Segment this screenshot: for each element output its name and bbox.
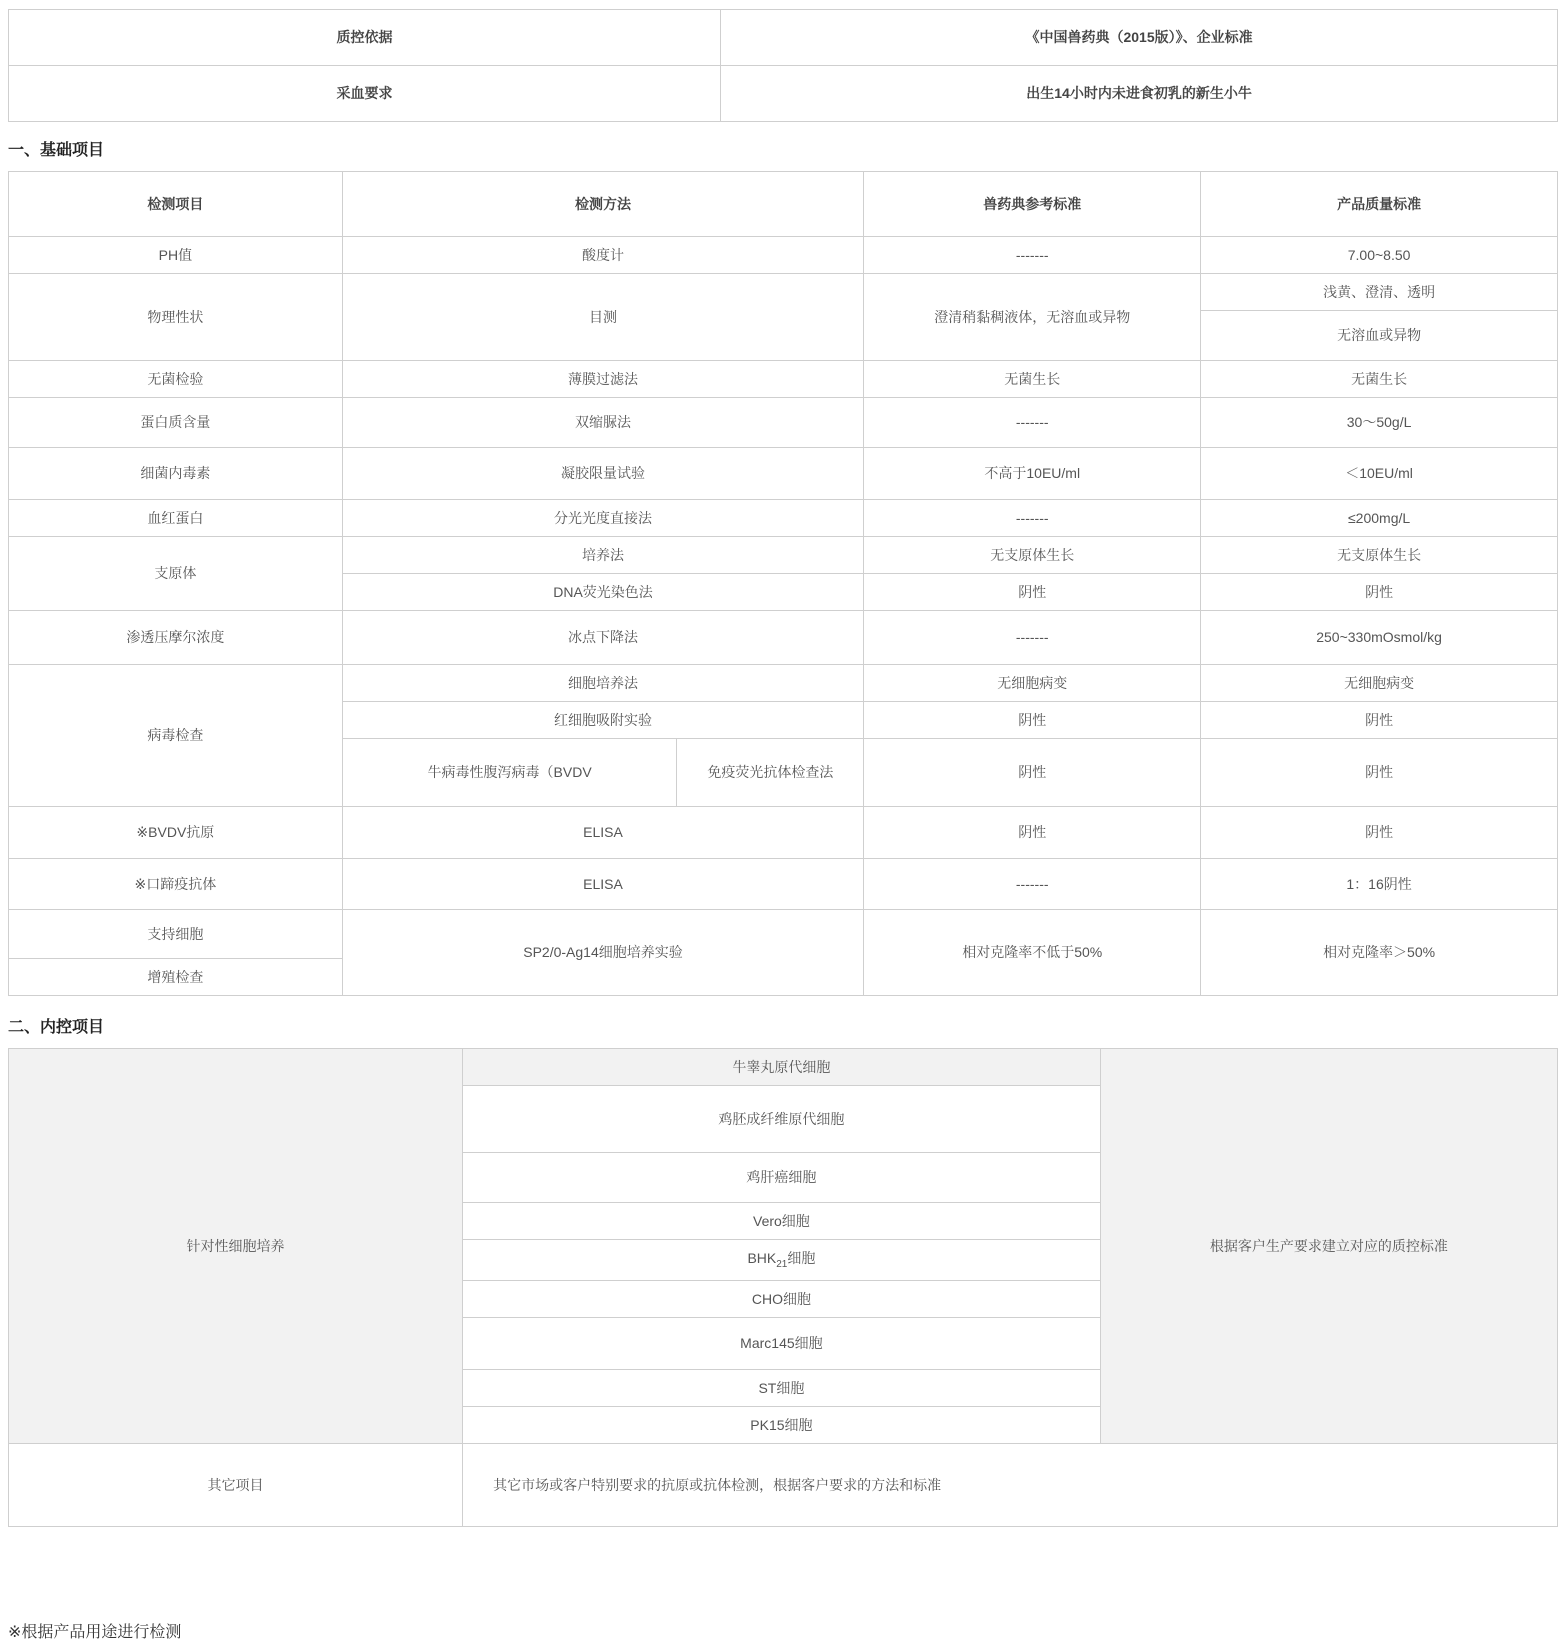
item-cell: 支原体 — [9, 537, 343, 611]
item-cell: 其它项目 — [9, 1444, 463, 1527]
std-cell: ≤200mg/L — [1201, 500, 1558, 537]
method-cell: 牛病毒性腹泻病毒（BVDV — [342, 739, 677, 807]
cell-type: PK15细胞 — [463, 1407, 1101, 1444]
item-cell: 渗透压摩尔浓度 — [9, 611, 343, 665]
method-cell: 薄膜过滤法 — [342, 361, 864, 398]
table-row — [9, 500, 1558, 537]
item-cell: 支持细胞 — [9, 910, 343, 959]
table-row — [9, 611, 1558, 665]
table-row — [9, 398, 1558, 448]
ref-cell: 澄清稍黏稠液体，无溶血或异物 — [864, 274, 1201, 361]
std-cell: 30～50g/L — [1201, 398, 1558, 448]
table-row — [9, 537, 1558, 574]
cell-type-suffix: 细胞 — [787, 1249, 816, 1266]
info-value: 出生14小时内未进食初乳的新生小牛 — [721, 66, 1558, 122]
std-cell: 无菌生长 — [1201, 361, 1558, 398]
method-cell: 酸度计 — [342, 237, 864, 274]
ref-cell: 阴性 — [864, 739, 1201, 807]
other-text: 其它市场或客户特别要求的抗原或抗体检测，根据客户要求的方法和标准 — [463, 1444, 1558, 1527]
ref-cell: ------- — [864, 398, 1201, 448]
table-header-row — [9, 172, 1558, 237]
cell-type: 鸡胚成纤维原代细胞 — [463, 1086, 1101, 1153]
ref-cell: ------- — [864, 500, 1201, 537]
std-cell: 阴性 — [1201, 702, 1558, 739]
method-cell: 双缩脲法 — [342, 398, 864, 448]
std-cell: 7.00~8.50 — [1201, 237, 1558, 274]
method-cell: 目测 — [342, 274, 864, 361]
ref-cell: 无细胞病变 — [864, 665, 1201, 702]
std-cell: 相对克隆率＞50% — [1201, 910, 1558, 996]
method-cell: 细胞培养法 — [342, 665, 864, 702]
table-row — [9, 859, 1558, 910]
ref-cell: 阴性 — [864, 807, 1201, 859]
column-header: 兽药典参考标准 — [864, 172, 1201, 237]
table-row — [9, 807, 1558, 859]
std-cell: 浅黄、澄清、透明 — [1201, 274, 1558, 311]
std-cell: 阴性 — [1201, 574, 1558, 611]
method-cell: 免疫荧光抗体检查法 — [677, 739, 864, 807]
method-cell: 红细胞吸附实验 — [342, 702, 864, 739]
table-row — [9, 1049, 1558, 1086]
cell-type: Vero细胞 — [463, 1203, 1101, 1240]
std-cell: 无溶血或异物 — [1201, 311, 1558, 361]
cell-type-label: BHK — [747, 1249, 777, 1266]
item-cell: 蛋白质含量 — [9, 398, 343, 448]
item-cell: PH值 — [9, 237, 343, 274]
info-label: 质控依据 — [9, 10, 721, 66]
std-cell: 无细胞病变 — [1201, 665, 1558, 702]
method-cell: ELISA — [342, 807, 864, 859]
cell-type: 鸡肝癌细胞 — [463, 1153, 1101, 1203]
info-row — [9, 66, 1558, 122]
column-header: 产品质量标准 — [1201, 172, 1558, 237]
cell-type: ST细胞 — [463, 1370, 1101, 1407]
table-row — [9, 1444, 1558, 1527]
table-row — [9, 274, 1558, 311]
method-cell: ELISA — [342, 859, 864, 910]
basic-items-table — [8, 171, 1558, 996]
column-header: 检测方法 — [342, 172, 864, 237]
item-cell: ※BVDV抗原 — [9, 807, 343, 859]
table-row — [9, 910, 1558, 959]
ref-cell: 相对克隆率不低于50% — [864, 910, 1201, 996]
cell-type: 牛睾丸原代细胞 — [463, 1049, 1101, 1086]
table-row — [9, 448, 1558, 500]
item-cell: 细菌内毒素 — [9, 448, 343, 500]
ref-cell: ------- — [864, 611, 1201, 665]
method-cell: 分光光度直接法 — [342, 500, 864, 537]
method-cell: 凝胶限量试验 — [342, 448, 864, 500]
column-header: 检测项目 — [9, 172, 343, 237]
ref-cell: ------- — [864, 237, 1201, 274]
item-cell: 物理性状 — [9, 274, 343, 361]
item-cell: 针对性细胞培养 — [9, 1049, 463, 1444]
table-row — [9, 665, 1558, 702]
section-title-basic: 一、基础项目 — [8, 142, 105, 159]
info-value: 《中国兽药典（2015版）》、企业标准 — [721, 10, 1558, 66]
info-table — [8, 9, 1558, 122]
table-row — [9, 361, 1558, 398]
cell-type-bhk — [463, 1240, 1101, 1281]
std-cell: ＜10EU/ml — [1201, 448, 1558, 500]
footnote: ※根据产品用途进行检测 — [8, 1624, 182, 1641]
info-label: 采血要求 — [9, 66, 721, 122]
cell-type: Marc145细胞 — [463, 1318, 1101, 1370]
section-title-internal: 二、内控项目 — [8, 1019, 105, 1036]
table-row — [9, 237, 1558, 274]
item-cell: 无菌检验 — [9, 361, 343, 398]
item-cell: ※口蹄疫抗体 — [9, 859, 343, 910]
method-cell: SP2/0-Ag14细胞培养实验 — [342, 910, 864, 996]
std-cell: 阴性 — [1201, 807, 1558, 859]
std-cell: 1：16阴性 — [1201, 859, 1558, 910]
ref-cell: 无支原体生长 — [864, 537, 1201, 574]
cell-type: CHO细胞 — [463, 1281, 1101, 1318]
std-cell: 阴性 — [1201, 739, 1558, 807]
std-cell: 根据客户生产要求建立对应的质控标准 — [1100, 1049, 1557, 1444]
item-cell: 血红蛋白 — [9, 500, 343, 537]
ref-cell: 无菌生长 — [864, 361, 1201, 398]
method-cell: 培养法 — [342, 537, 864, 574]
ref-cell: 不高于10EU/ml — [864, 448, 1201, 500]
method-cell: DNA荧光染色法 — [342, 574, 864, 611]
std-cell: 250~330mOsmol/kg — [1201, 611, 1558, 665]
item-cell: 增殖检查 — [9, 959, 343, 996]
info-row — [9, 10, 1558, 66]
std-cell: 无支原体生长 — [1201, 537, 1558, 574]
method-cell: 冰点下降法 — [342, 611, 864, 665]
subscript: 21 — [776, 1258, 788, 1270]
internal-items-table — [8, 1048, 1558, 1527]
ref-cell: ------- — [864, 859, 1201, 910]
item-cell: 病毒检查 — [9, 665, 343, 807]
ref-cell: 阴性 — [864, 702, 1201, 739]
ref-cell: 阴性 — [864, 574, 1201, 611]
